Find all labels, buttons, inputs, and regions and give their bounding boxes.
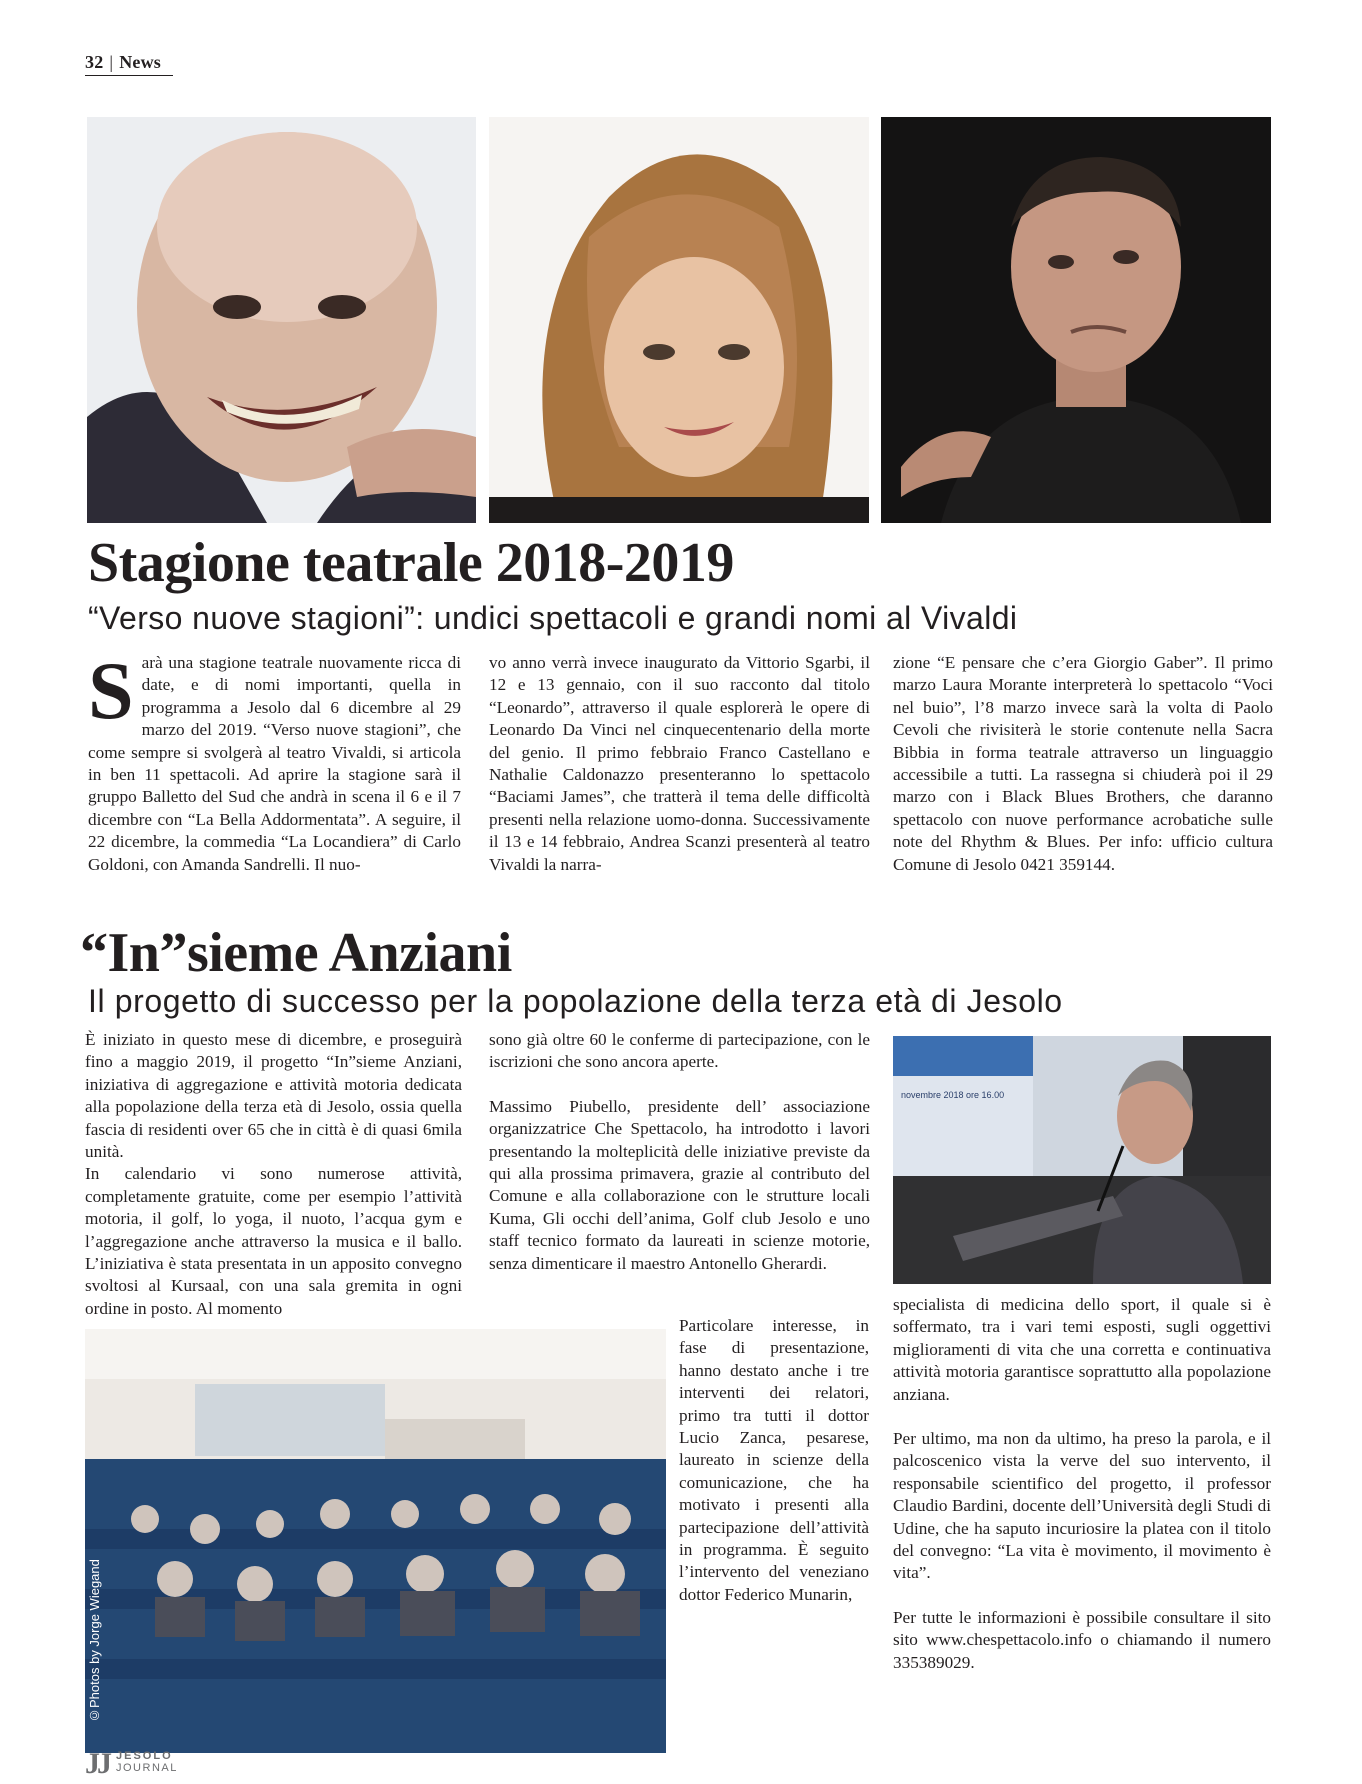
photo-portrait-1 <box>87 117 476 523</box>
portrait-3-art <box>881 117 1271 523</box>
article-2-col2-para-3: Particolare interesse, in fase di presentazione, hanno destato anche i tre interventi dei relatori, primo tra tutti il dottor Lucio Zanca, pesarese, laureato in scienze della comunicazione, che ha motivato i presenti alla partecipazione dell’attività in programma. È seguito l’intervento del veneziano dottor Federico Munarin, <box>679 1316 869 1604</box>
article-1-column-1 <box>88 645 461 876</box>
article-2-subtitle: Il progetto di successo per la popolazione della terza età di Jesolo <box>88 983 1063 1019</box>
portrait-1-art <box>87 117 476 523</box>
photo-portrait-2 <box>489 117 869 523</box>
section-name: News <box>119 52 162 72</box>
running-header <box>85 52 161 73</box>
article-1-col3-text: zione “E pensare che c’era Giorgio Gaber”. Il primo marzo Laura Morante interpreterà lo spettacolo “Voci nel buio”, l’8 marzo invece sarà la volta di Paolo Cevoli che rivisiterà le storie contenute nella Sacra Bibbia in forma teatrale attraverso un linguaggio accessibile a tutti. La rassegna si chiuderà poi il 29 marzo con i Black Blues Brothers, che daranno spettacolo con nuove performance acrobatiche sulle note del Rhythm & Blues. Per info: ufficio cultura Comune di Jesolo 0421 359144. <box>893 653 1273 874</box>
photo-speaker <box>893 1036 1271 1284</box>
logo-line-1: JESOLO <box>116 1750 173 1762</box>
article-2-title: “In”sieme Anziani <box>80 922 512 984</box>
screen-text: novembre 2018 ore 16.00 <box>901 1090 1005 1100</box>
portrait-2-art <box>489 117 869 523</box>
article-1-col2-text: vo anno verrà invece inaugurato da Vittorio Sgarbi, il 12 e 13 gennaio, con il suo racconto dal titolo “Leonardo”, attraverso il quale esplorerà le opere di Leonardo Da Vinci nel cinquecentenario della morte del genio. Il primo febbraio Franco Castellano e Nathalie Caldonazzo presenteranno lo spettacolo “Baciami James”, che tratterà il tema delle difficoltà presenti nella relazione uomo-donna. Successivamente il 13 e 14 febbraio, Andrea Scanzi presenterà al teatro Vivaldi la narra- <box>489 653 870 874</box>
article-2-column-1 <box>85 1029 462 1320</box>
header-rule <box>85 75 173 76</box>
photo-credit: ©Photos by Jorge Wiegand <box>87 1559 102 1723</box>
article-2-col1-para-2: In calendario vi sono numerose attività, completamente gratuite, come per esempio l’attività motoria, il golf, lo yoga, il nuoto, l’acqua gym e l’aggregazione anche attraverso la musica e il ballo. L’iniziativa è stata presentata in un apposito convegno svoltosi al Kursaal, con una sala gremita in ogni ordine in posto. Al momento <box>85 1164 462 1318</box>
article-2-col3-para-3: Per tutte le informazioni è possibile consultare il sito sito www.chespettacolo.info o chiamando il numero 335389029. <box>893 1607 1271 1672</box>
speaker-photo-art <box>893 1036 1271 1284</box>
article-2-narrow-column <box>679 1315 869 1606</box>
article-1-title: Stagione teatrale 2018-2019 <box>88 532 734 594</box>
article-1-col1-text: arà una stagione teatrale nuovamente ricca di date, e di nomi importanti, quella in programma a Jesolo dal 6 dicembre al 29 marzo del 2019. “Verso nuove stagioni”, che come sempre si svolgerà al teatro Vivaldi, si articola in ben 11 spettacoli. Ad aprire la stagione sarà il gruppo Balletto del Sud che andrà in scena il 6 e il 7 dicembre con “La Bella Addormentata”. A seguire, il 22 dicembre, la commedia “La Locandiera” di Carlo Goldoni, con Amanda Sandrelli. Il nuo- <box>88 653 461 874</box>
article-1-column-2 <box>489 652 870 876</box>
header-separator: | <box>109 52 114 72</box>
article-2-col2-para-2: Massimo Piubello, presidente dell’ associazione organizzatrice Che Spettacolo, ha introdotto i lavori presentando la molteplicità delle iniziative previste da qui alla prossima primavera, grazie al contributo del Comune e alla collaborazione con le strutture locali Kuma, Gli occhi dell’anima, Golf club Jesolo e uno staff tecnico formato da laureati in scienze motorie, senza dimenticare il maestro Antonello Gherardi. <box>489 1096 870 1273</box>
logo-line-2: JOURNAL <box>116 1762 178 1774</box>
article-2-col3-para-1: specialista di medicina dello sport, il quale si è soffermato, tra i vari temi esposti, sugli oggettivi miglioramenti di vita che una corretta e continuativa attività motoria garantisce soprattutto alla popolazione anziana. <box>893 1295 1271 1404</box>
article-2-col2-para-1: sono già oltre 60 le conferme di partecipazione, con le iscrizioni che sono ancora aperte. <box>489 1030 870 1072</box>
article-2-col3-para-2: Per ultimo, ma non da ultimo, ha preso la parola, e il palcoscenico vista la verve del suo intervento, il responsabile scientifico del progetto, il professor Claudio Bardini, docente dell’Università degli Studi di Udine, che ha saputo incuriosire la platea con il titolo del convegno: “La vita è movimento, il movimento è vita”. <box>893 1429 1271 1583</box>
article-1-subtitle: “Verso nuove stagioni”: undici spettacoli e grandi nomi al Vivaldi <box>88 600 1018 636</box>
jesolo-journal-logo-mark: JJ <box>85 1747 109 1780</box>
page-number: 32 <box>85 52 104 72</box>
article-2-col1-para-1: È iniziato in questo mese di dicembre, e proseguirà fino a maggio 2019, il progetto “In”sieme Anziani, iniziativa di aggregazione e attività motoria dedicata alla popolazione della terza età di Jesolo, ossia quella fascia di residenti over 65 che in città è di quasi 6mila unità. <box>85 1030 462 1162</box>
article-1-column-3 <box>893 652 1273 876</box>
drop-cap: S <box>88 645 134 736</box>
article-2-column-2 <box>489 1029 870 1275</box>
photo-portrait-3 <box>881 117 1271 523</box>
article-2-column-3 <box>893 1294 1271 1674</box>
audience-photo-art <box>85 1329 666 1753</box>
photo-audience <box>85 1329 666 1753</box>
